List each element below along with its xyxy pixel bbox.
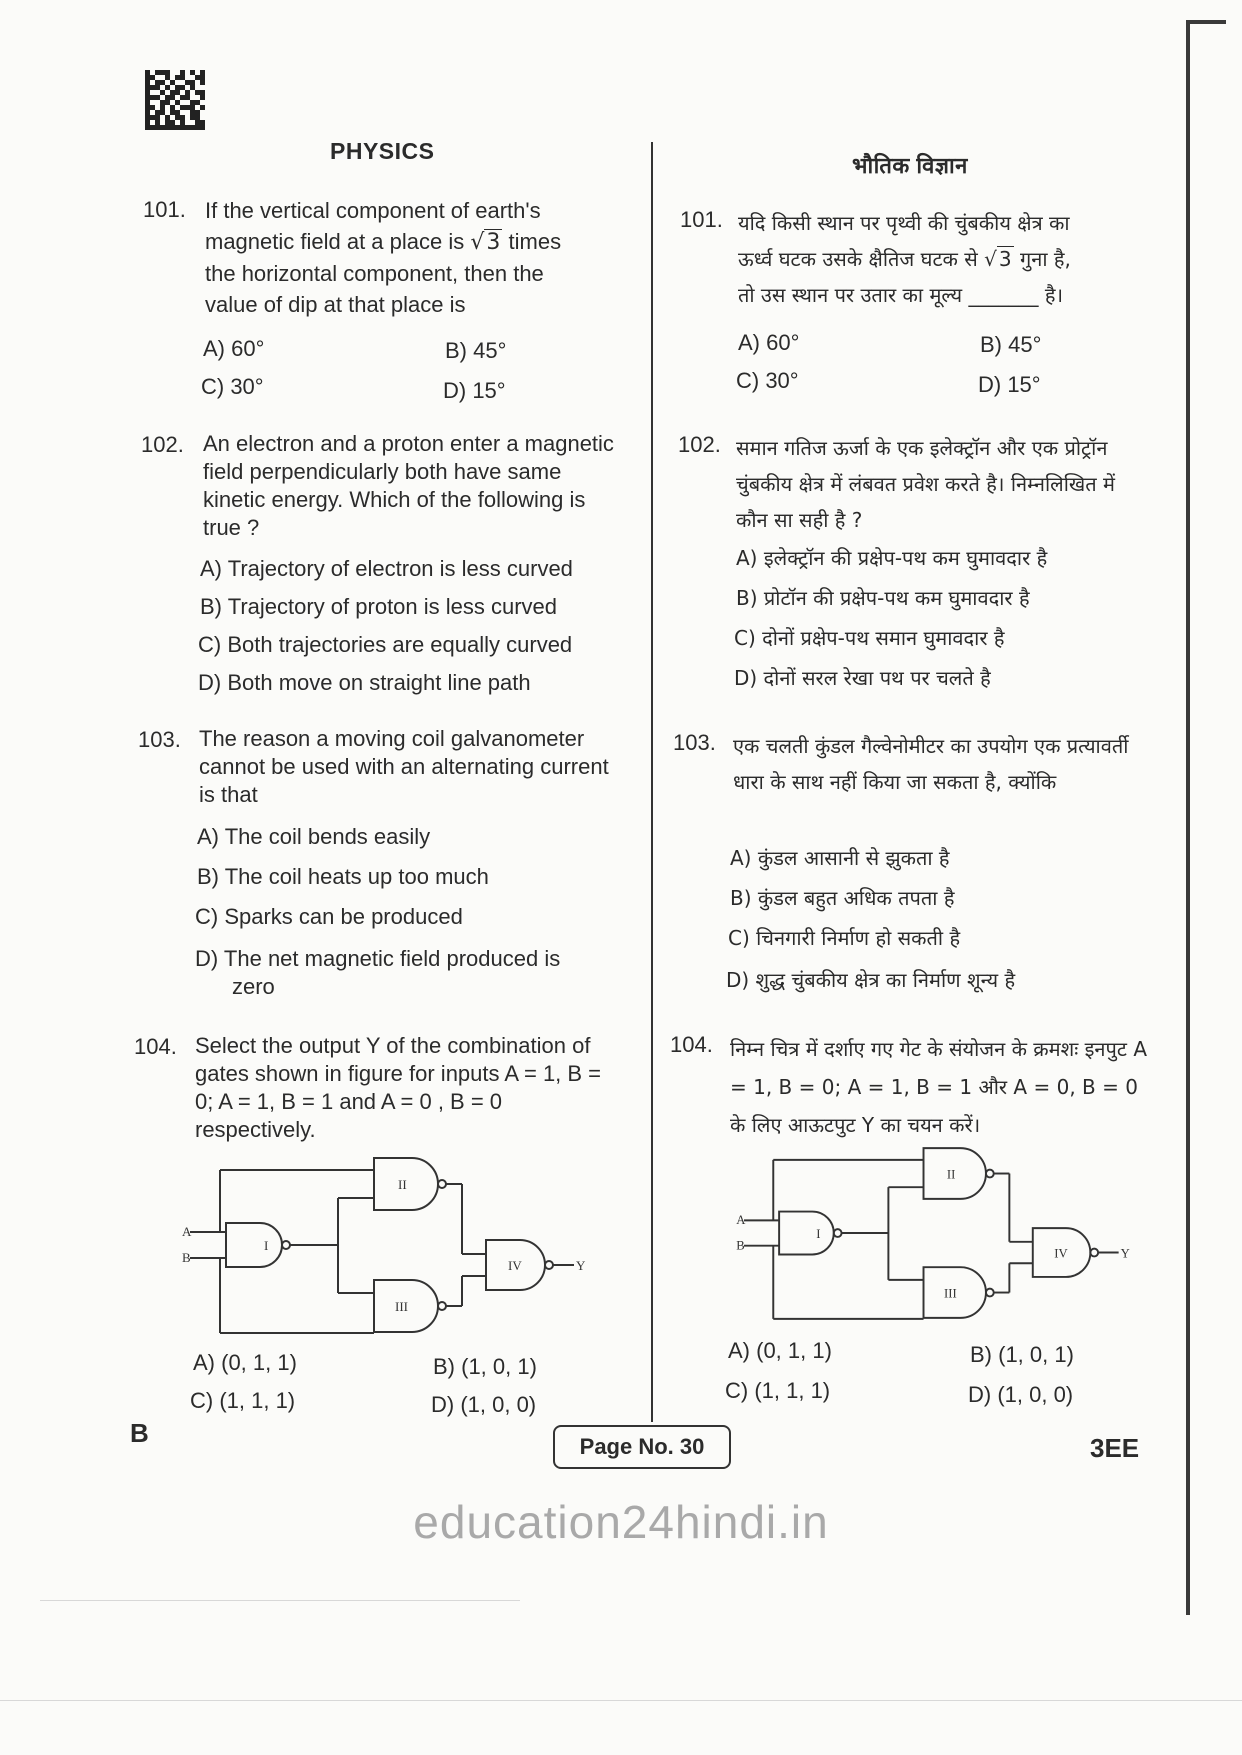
option-d[interactable]: D) शुद्ध चुंबकीय क्षेत्र का निर्माण शून्य है — [726, 968, 1016, 992]
sqrt-radicand: 3 — [486, 230, 501, 255]
question-text: समान गतिज ऊर्जा के एक इलेक्ट्रॉन और एक प्रोट्रॉन चुंबकीय क्षेत्र में लंबवत प्रवेश करते है। निम्नलिखित में कौन सा सही है ? — [736, 436, 1115, 532]
gate-i-label: I — [816, 1226, 821, 1241]
question-line: If the vertical component of earth's — [205, 198, 541, 223]
gate-iii-bubble — [438, 1302, 446, 1310]
output-y-label: Y — [1120, 1246, 1130, 1261]
question-text — [738, 205, 1178, 313]
question-number: 103. — [673, 730, 716, 755]
scan-artifact-line — [0, 1700, 1242, 1701]
question-line: value of dip at that place is — [205, 292, 466, 317]
question-text — [205, 195, 655, 320]
question-number: 104. — [670, 1032, 713, 1057]
option-c[interactable]: C) (1, 1, 1) — [190, 1388, 296, 1413]
option-b[interactable]: B) 45° — [445, 338, 507, 363]
sqrt-symbol: √ 3 — [984, 247, 1012, 271]
english-heading: PHYSICS — [330, 138, 435, 164]
option-a[interactable]: A) (0, 1, 1) — [193, 1350, 297, 1375]
option-b[interactable]: B) कुंडल बहुत अधिक तपता है — [730, 886, 955, 910]
paper-code: 3EE — [1090, 1433, 1140, 1463]
column-divider — [651, 142, 653, 1422]
option-b[interactable]: B) 45° — [980, 332, 1042, 357]
logic-gate-diagram — [182, 1148, 600, 1344]
option-a[interactable]: A) 60° — [738, 330, 800, 355]
page-edge-top — [1186, 20, 1226, 24]
gate-iv-bubble — [1090, 1249, 1098, 1257]
watermark: education24hindi.in — [413, 1496, 829, 1548]
scan-artifact-line — [40, 1600, 520, 1601]
option-c[interactable]: C) Sparks can be produced — [195, 904, 463, 929]
option-a[interactable]: A) कुंडल आसानी से झुकता है — [730, 846, 950, 870]
question-text: Select the output Y of the combination of gates shown in figure for inputs A = 1, B = 0; A = 1, B = 1 and A = 0 , B = 0 respectively. — [195, 1033, 602, 1142]
option-d[interactable]: D) 15° — [978, 372, 1041, 397]
question-number: 101. — [143, 197, 186, 222]
option-d[interactable]: D) (1, 0, 0) — [968, 1382, 1074, 1407]
series-label: B — [130, 1418, 149, 1448]
option-c[interactable]: C) Both trajectories are equally curved — [198, 632, 573, 657]
input-a-label: A — [182, 1224, 192, 1239]
option-b[interactable]: B) (1, 0, 1) — [970, 1342, 1074, 1367]
option-b[interactable]: B) (1, 0, 1) — [433, 1354, 537, 1379]
question-text: An electron and a proton enter a magnetic field perpendicularly both have same kinetic energy. Which of the following is true ? — [203, 431, 614, 540]
option-c[interactable]: C) (1, 1, 1) — [725, 1378, 831, 1403]
gate-i-shape — [779, 1212, 834, 1255]
question-line — [205, 226, 655, 258]
gate-i-shape — [226, 1223, 282, 1267]
question-text: The reason a moving coil galvanometer cannot be used with an alternating current is that — [199, 726, 609, 807]
logic-gate-diagram — [736, 1136, 1144, 1332]
text-span: ऊर्ध्व घटक उसके क्षैतिज घटक से — [738, 247, 985, 271]
question-number: 102. — [141, 432, 184, 457]
option-b[interactable]: B) Trajectory of proton is less curved — [200, 594, 558, 619]
gate-iii-label: III — [395, 1299, 408, 1314]
gate-iv-label: IV — [508, 1258, 522, 1273]
gate-iv-label: IV — [1054, 1246, 1068, 1261]
option-c[interactable]: C) 30° — [201, 374, 264, 399]
input-b-label: B — [736, 1238, 745, 1253]
question-line: यदि किसी स्थान पर पृथ्वी की चुंबकीय क्षेत्र का — [738, 211, 1070, 235]
question-number: 104. — [134, 1034, 177, 1059]
question-number: 102. — [678, 432, 721, 457]
option-d[interactable]: D) (1, 0, 0) — [431, 1392, 537, 1417]
text-span: गुना है, — [1013, 247, 1071, 271]
gate-ii-bubble — [986, 1170, 994, 1178]
gate-iii-bubble — [986, 1289, 994, 1297]
option-d[interactable]: D) Both move on straight line path — [198, 670, 531, 695]
gate-iv-bubble — [545, 1261, 553, 1269]
option-d-continuation: zero — [232, 974, 275, 999]
gate-ii-label: II — [946, 1167, 956, 1182]
option-d[interactable]: D) 15° — [443, 378, 506, 403]
option-a[interactable]: A) Trajectory of electron is less curved — [200, 556, 573, 581]
option-c[interactable]: C) 30° — [736, 368, 799, 393]
gate-i-label: I — [264, 1238, 269, 1253]
output-y-label: Y — [576, 1258, 586, 1273]
question-text: निम्न चित्र में दर्शाए गए गेट के संयोजन के क्रमशः इनपुट A = 1, B = 0; A = 1, B = 1 और A = 0, B = 0 के लिए आऊटपुट Y का चयन करें। — [730, 1037, 1148, 1137]
gate-ii-label: II — [398, 1177, 407, 1192]
hindi-heading: भौतिक विज्ञान — [852, 153, 968, 178]
option-a[interactable]: A) इलेक्ट्रॉन की प्रक्षेप-पथ कम घुमावदार है — [736, 546, 1048, 570]
question-line — [738, 241, 1178, 277]
question-line: तो उस स्थान पर उतार का मूल्य _______ है। — [738, 283, 1064, 307]
option-b[interactable]: B) The coil heats up too much — [197, 864, 489, 889]
option-c[interactable]: C) चिनगारी निर्माण हो सकती है — [728, 926, 961, 950]
question-number: 103. — [138, 727, 181, 752]
gate-i-bubble — [834, 1229, 842, 1237]
option-b[interactable]: B) प्रोटॉन की प्रक्षेप-पथ कम घुमावदार है — [736, 586, 1030, 610]
qr-code — [145, 70, 205, 130]
page-number-box: Page No. 30 — [553, 1425, 731, 1469]
option-a[interactable]: A) (0, 1, 1) — [728, 1338, 832, 1363]
sqrt-symbol: √3 — [470, 230, 501, 255]
text-span: magnetic field at a place is — [205, 229, 471, 254]
question-line: the horizontal component, then the — [205, 261, 544, 286]
input-b-label: B — [182, 1250, 191, 1265]
sqrt-radicand: 3 — [998, 247, 1012, 271]
gate-iii-label: III — [944, 1286, 957, 1301]
input-a-label: A — [736, 1213, 746, 1228]
question-number: 101. — [680, 207, 723, 232]
text-span: times — [502, 229, 562, 254]
option-c[interactable]: C) दोनों प्रक्षेप-पथ समान घुमावदार है — [734, 626, 1005, 650]
gate-ii-bubble — [438, 1180, 446, 1188]
option-d[interactable]: D) The net magnetic field produced is — [195, 946, 561, 971]
option-a[interactable]: A) The coil bends easily — [197, 824, 431, 849]
option-a[interactable]: A) 60° — [203, 336, 265, 361]
option-d[interactable]: D) दोनों सरल रेखा पथ पर चलते है — [734, 666, 991, 690]
gate-i-bubble — [282, 1241, 290, 1249]
question-text: एक चलती कुंडल गैल्वेनोमीटर का उपयोग एक प्रत्यावर्ती धारा के साथ नहीं किया जा सकता है, क्योंकि — [733, 734, 1129, 794]
page-edge — [1186, 20, 1190, 1615]
